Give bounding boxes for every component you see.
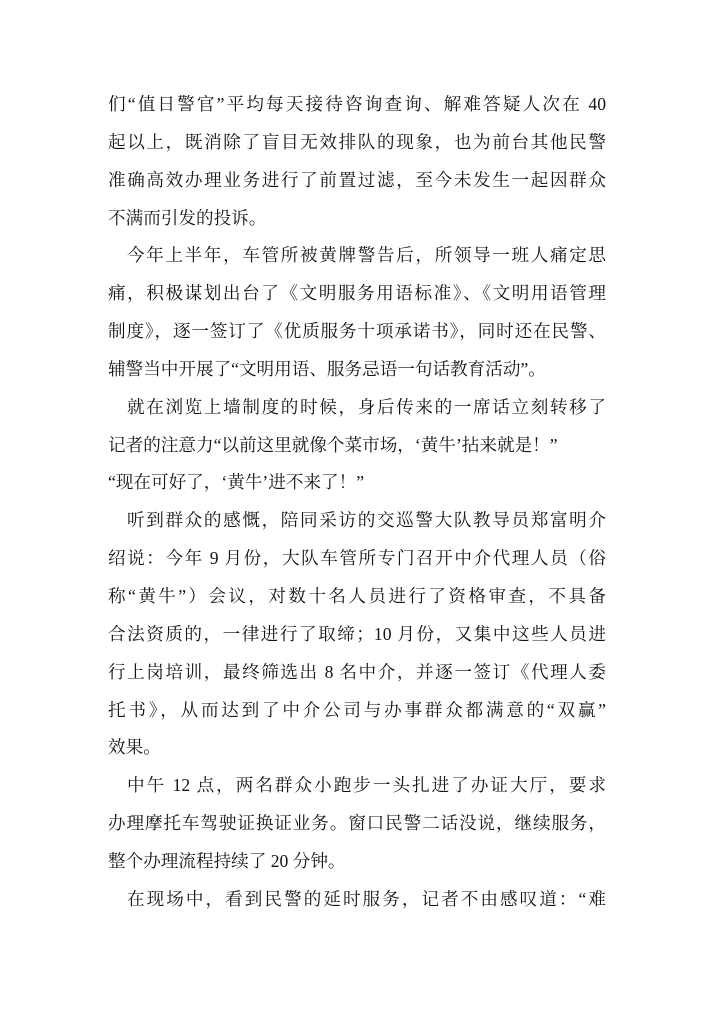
paragraph-3: [108, 389, 606, 465]
text-line: 记者的注意力“以前这里就像个菜市场，‘黄牛’拈来就是！”: [108, 434, 558, 455]
text-line: 准确高效办理业务进行了前置过滤，至今未发生一起因群众: [108, 169, 606, 190]
text-line: 起以上，既消除了盲目无效排队的现象，也为前台其他民警: [108, 131, 606, 152]
paragraph-2: [108, 237, 606, 388]
text-line: 制度》，逐一签订了《优质服务十项承诺书》，同时还在民警、: [108, 321, 606, 342]
text-line: 们“值日警官”平均每天接待咨询查询、解难答疑人次在 40: [108, 94, 606, 114]
paragraph-1: [108, 86, 606, 237]
text-line: 整个办理流程持续了 20 分钟。: [108, 850, 346, 871]
text-line: 托书》，从而达到了中介公司与办事群众都满意的“双赢”: [108, 699, 606, 720]
paragraph-6: [108, 767, 606, 881]
text-line: 就在浏览上墙制度的时候，身后传来的一席话立刻转移了: [127, 396, 606, 417]
text-line: 绍说：今年 9 月份，大队车管所专门召开中介代理人员（俗: [108, 548, 606, 569]
paragraph-4: [108, 464, 606, 502]
text-line: 不满而引发的投诉。: [108, 207, 267, 228]
paragraph-7: [108, 881, 606, 919]
text-line: 效果。: [108, 737, 161, 758]
text-line: 辅警当中开展了“文明用语、服务忌语一句话教育活动”。: [108, 358, 546, 379]
text-line: “现在可好了，‘黄牛’进不来了！”: [108, 472, 365, 493]
text-line: 中午 12 点，两名群众小跑步一头扎进了办证大厅，要求: [127, 775, 606, 796]
document-body: [108, 86, 606, 919]
text-line: 合法资质的，一律进行了取缔；10 月份，又集中这些人员进: [108, 623, 606, 644]
text-line: 听到群众的感慨，陪同采访的交巡警大队教导员郑富明介: [127, 510, 606, 531]
text-line: 办理摩托车驾驶证换证业务。窗口民警二话没说，继续服务，: [108, 813, 606, 834]
text-line: 今年上半年，车管所被黄牌警告后，所领导一班人痛定思: [127, 245, 606, 266]
text-line: 行上岗培训，最终筛选出 8 名中介，并逐一签订《代理人委: [108, 661, 606, 682]
paragraph-5: [108, 502, 606, 767]
text-line: 称“黄牛”）会议，对数十名人员进行了资格审查，不具备: [108, 585, 606, 606]
text-line: 在现场中，看到民警的延时服务，记者不由感叹道：“难: [127, 888, 606, 909]
text-line: 痛，积极谋划出台了《文明服务用语标准》、《文明用语管理: [108, 283, 606, 304]
